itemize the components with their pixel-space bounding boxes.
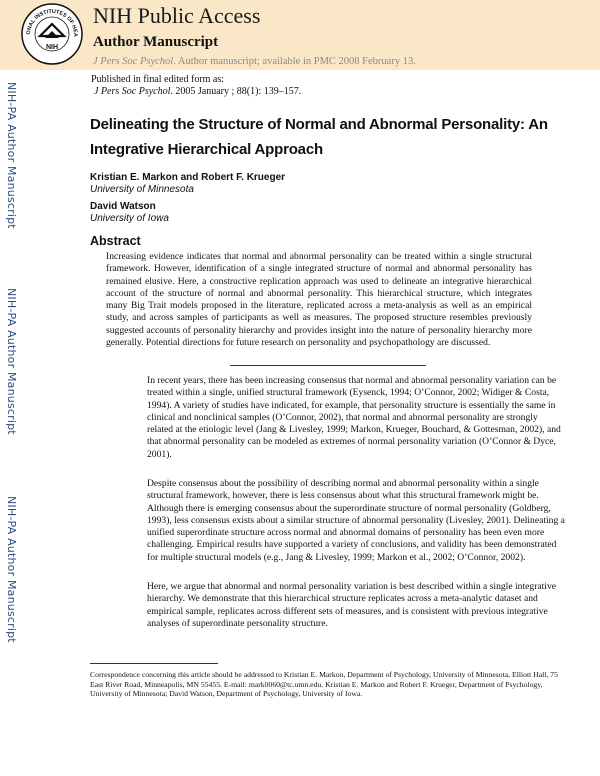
published-label: Published in final edited form as: [91, 74, 225, 85]
author-manuscript-label: Author Manuscript [93, 34, 219, 50]
author-names-2: David Watson [90, 201, 156, 212]
nih-logo [20, 2, 84, 66]
abstract-heading: Abstract [90, 234, 141, 248]
author-affiliation-1: University of Minnesota [90, 184, 194, 195]
body-paragraph-2: Despite consensus about the possibility of describing normal and abnormal personality within a single structural framework, however, there is less consensus about what this structural framework might be. Although there is emerging consensus about the superordinate structure of normal personality (Goldberg, 1993), less consensus exists about a similar structure of abnormal personality (Livesley, 2001). Delineating a unified superordinate structure across normal and abnormal domains of personality has been even more challenging. Empirical results have supported a variety of conclusions, and validity has been demonstrated for multiple structural models (e.g., Jang & Livesley, 1999; Markon et al., 2002; O’Connor, 2002). [147, 478, 565, 563]
body-paragraph-3: Here, we argue that abnormal and normal personality variation is best described within a single integrative hierarchy. We demonstrate that this hierarchical structure replicates across a meta-analytic dataset and empirical sample, replicates across different sets of measures, and is consistent with previous integrative analyses of superordinate personality structure. [147, 581, 557, 629]
availability-line [93, 56, 416, 67]
footnote-divider [90, 663, 218, 664]
author-affiliation-2: University of Iowa [90, 213, 169, 224]
nih-public-access-title: NIH Public Access [93, 3, 261, 28]
abstract-divider [230, 365, 426, 366]
sidebar-label-1: NIH-PA Author Manuscript [5, 82, 18, 229]
body-paragraph-1: In recent years, there has been increasing consensus that normal and abnormal personality variation can be treated within a single, unified structural framework (Eysenck, 1994; O’Connor, 2002; Widiger & Costa, 1994). A variety of studies have indicated, for example, that personality structure is essentially the same in clinical and nonclinical samples (O’Connor, 2002), that normal and abnormal personality are strongly related at the etiologic level (Jang & Livesley, 1999; Markon, Krueger, Bouchard, & Gottesman, 2002), and that abnormal personality can be modeled as extremes of normal personality variation (O’Connor & Dyce, 2001). [147, 375, 561, 460]
publication-citation [94, 86, 301, 97]
availability-journal: J Pers Soc Psychol [93, 56, 174, 67]
sidebar-label-2: NIH-PA Author Manuscript [5, 288, 18, 435]
publication-details: . 2005 January ; 88(1): 139–157. [170, 86, 302, 97]
sidebar-label-3: NIH-PA Author Manuscript [5, 496, 18, 643]
header-banner [0, 0, 600, 70]
availability-text: . Author manuscript; available in PMC 2008 February 13. [173, 56, 416, 67]
article-title: Delineating the Structure of Normal and Abnormal Personality: An Integrative Hierarchical Approach [90, 116, 548, 158]
author-names-1: Kristian E. Markon and Robert F. Krueger [90, 172, 286, 183]
abstract-text: Increasing evidence indicates that normal and abnormal personality can be treated within a single structural framework. However, identification of a single integrated structure of normal and abnormal personality has remained elusive. Here, a constructive replication approach was used to delineate an integrative hierarchical account of the structure of normal and abnormal personality. This hierarchical structure, which integrates many Big Trait models proposed in the literature, replicated across a meta-analysis as well as an empirical study, and across samples of participants as well as measures. The proposed structure resembles previously suggested accounts of personality hierarchy and provides insight into the nature of personality hierarchy more generally. Potential directions for future research on personality and psychopathology are discussed. [106, 251, 532, 349]
correspondence-footnote: Correspondence concerning this article should be addressed to Kristian E. Markon, Department of Psychology, University of Minnesota, Elliott Hall, 75 East River Road, Minneapolis, MN 55455. E-mail: mark0060@tc.umn.edu. Kristian E. Markon and Robert F. Krueger, Department of Psychology, University of Minnesota; David Watson, Department of Psychology, University of Iowa. [90, 670, 558, 699]
logo-text-bottom: NIH [45, 44, 59, 51]
logo-text-top: ONAL INSTITUTES OF HEA [25, 8, 79, 37]
publication-journal: J Pers Soc Psychol [94, 86, 171, 97]
